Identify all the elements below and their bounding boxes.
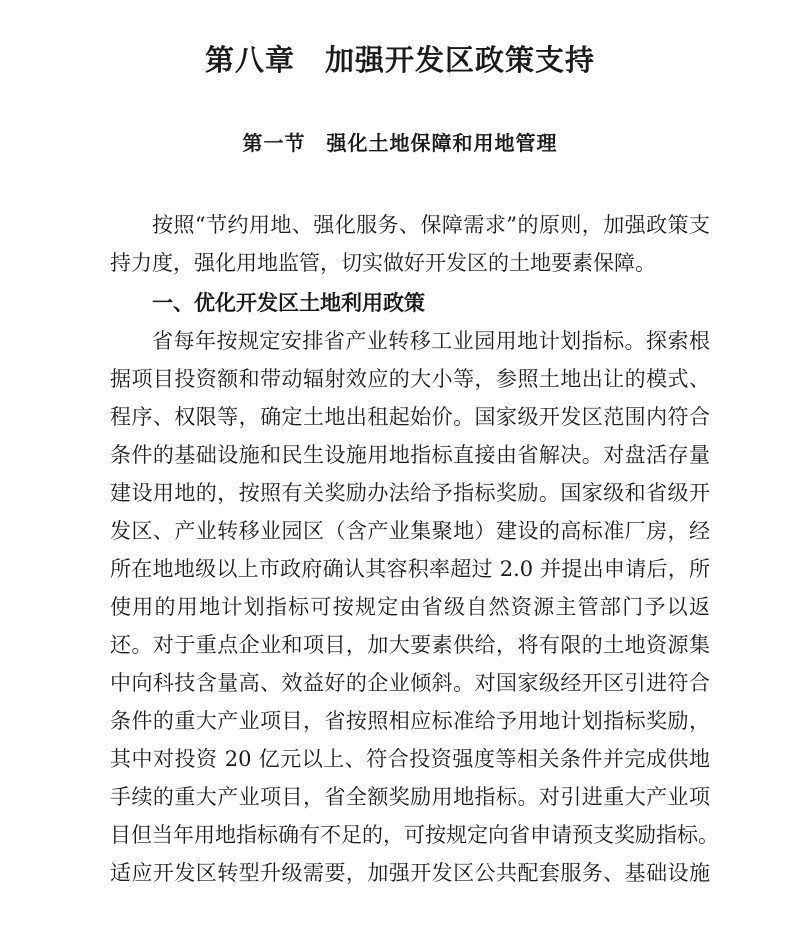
paragraph-line: 省每年按规定安排省产业转移工业园用地计划指标。探索根: [152, 329, 710, 353]
paragraph-line: 还。对于重点企业和项目，加大要素供给，将有限的土地资源集: [110, 633, 710, 657]
paragraph-line: 适应开发区转型升级需要，加强开发区公共配套服务、基础设施: [110, 861, 710, 885]
paragraph-line: 程序、权限等，确定土地出租起始价。国家级开发区范围内符合: [110, 405, 710, 429]
paragraph-line: 手续的重大产业项目，省全额奖励用地指标。对引进重大产业项: [110, 785, 710, 809]
paragraph-line: 按照“节约用地、强化服务、保障需求”的原则，加强政策支: [152, 213, 710, 237]
paragraph-line: 建设用地的，按照有关奖励办法给予指标奖励。国家级和省级开: [110, 481, 710, 505]
chapter-title: 第八章 加强开发区政策支持: [204, 43, 595, 77]
paragraph-line: 目但当年用地指标确有不足的，可按规定向省申请预支奖励指标。: [110, 823, 719, 847]
paragraph-line: 条件的重大产业项目，省按照相应标准给予用地计划指标奖励，: [110, 709, 710, 733]
paragraph-line: 所在地地级以上市政府确认其容积率超过 2.0 并提出申请后，所: [110, 557, 710, 581]
paragraph-line: 使用的用地计划指标可按规定由省级自然资源主管部门予以返: [110, 595, 710, 619]
paragraph-line: 发区、产业转移业园区（含产业集聚地）建设的高标准厂房，经: [110, 519, 710, 543]
paragraph-land-policy: [110, 322, 719, 892]
paragraph-line: 据项目投资额和带动辐射效应的大小等，参照土地出让的模式、: [110, 367, 710, 391]
section-title: 第一节 强化土地保障和用地管理: [242, 131, 558, 155]
paragraph-line: 持力度，强化用地监管，切实做好开发区的土地要素保障。: [110, 251, 656, 275]
subheading-land-policy: 一、优化开发区土地利用政策: [152, 291, 425, 315]
paragraph-line: 条件的基础设施和民生设施用地指标直接由省解决。对盘活存量: [110, 443, 710, 467]
paragraph-intro: [110, 206, 710, 282]
paragraph-line: 其中对投资 20 亿元以上、符合投资强度等相关条件并完成供地: [110, 747, 710, 771]
scan-smudge: [640, 902, 710, 926]
paragraph-line: 中向科技含量高、效益好的企业倾斜。对国家级经开区引进符合: [110, 671, 710, 695]
